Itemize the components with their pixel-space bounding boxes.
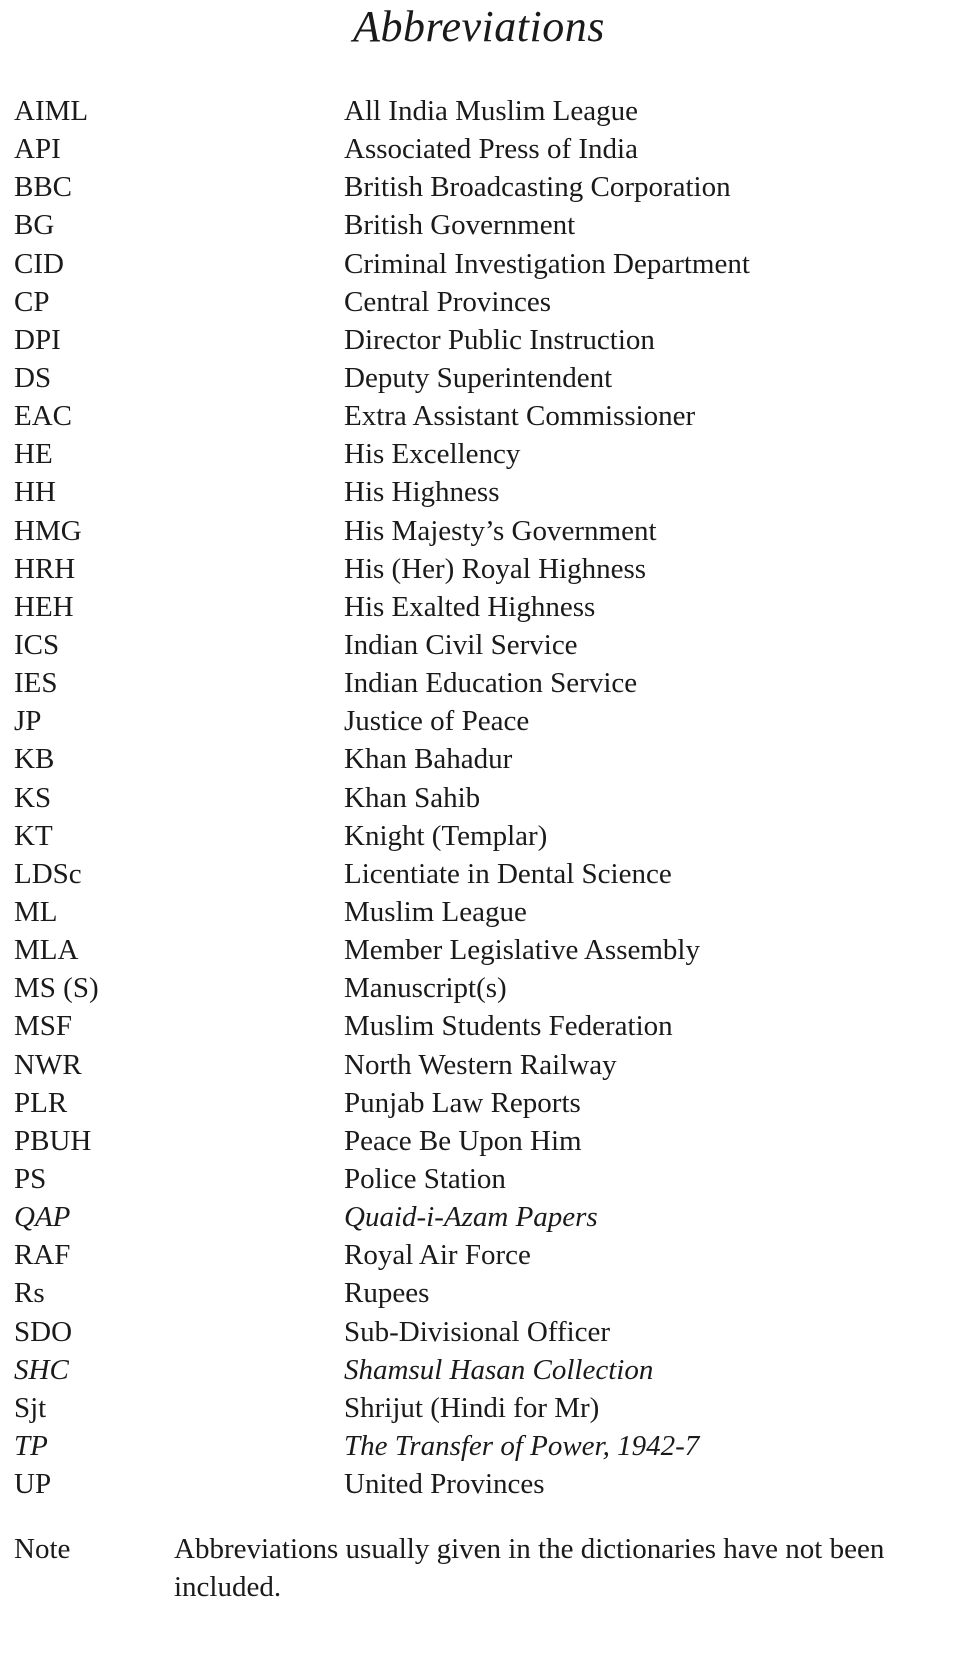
abbreviation-term: NWR	[14, 1048, 82, 1081]
abbreviation-row	[14, 588, 954, 626]
abbreviation-term: BBC	[14, 171, 73, 204]
abbreviation-definition: His Exalted Highness	[344, 590, 596, 623]
abbreviation-term: API	[14, 133, 61, 166]
abbreviation-term: MLA	[14, 934, 79, 967]
abbreviation-definition: Muslim League	[344, 896, 527, 929]
abbreviation-definition: Director Public Instruction	[344, 323, 655, 356]
abbreviation-term: EAC	[14, 400, 72, 433]
abbreviation-row	[14, 1427, 954, 1465]
abbreviation-row	[14, 893, 954, 931]
abbreviation-definition: British Government	[344, 209, 576, 242]
abbreviation-definition: Deputy Superintendent	[344, 362, 613, 395]
abbreviation-term: DPI	[14, 323, 61, 356]
abbreviation-row	[14, 130, 954, 168]
abbreviation-row	[14, 1046, 954, 1084]
abbreviation-row	[14, 1274, 954, 1312]
abbreviation-row	[14, 473, 954, 511]
abbreviation-definition: Khan Sahib	[344, 781, 481, 814]
abbreviation-row	[14, 779, 954, 817]
abbreviation-definition: His Excellency	[344, 438, 521, 471]
abbreviation-row	[14, 1198, 954, 1236]
abbreviation-row	[14, 1389, 954, 1427]
abbreviation-term: KB	[14, 743, 55, 776]
abbreviation-term: DS	[14, 362, 52, 395]
abbreviation-row	[14, 1160, 954, 1198]
note-text: Abbreviations usually given in the dictionaries have not been included.	[174, 1533, 885, 1603]
abbreviation-row	[14, 321, 954, 359]
abbreviation-term: PBUH	[14, 1124, 92, 1157]
abbreviation-definition: Member Legislative Assembly	[344, 934, 700, 967]
abbreviation-row	[14, 664, 954, 702]
abbreviation-term: HEH	[14, 590, 74, 623]
abbreviation-term: CP	[14, 285, 50, 318]
page-title: Abbreviations	[353, 2, 605, 51]
note	[14, 1530, 954, 1606]
abbreviation-term: PS	[14, 1163, 47, 1195]
abbreviation-definition: Licentiate in Dental Science	[344, 857, 672, 890]
abbreviation-term: KS	[14, 781, 52, 814]
abbreviation-row	[14, 1007, 954, 1045]
abbreviation-definition: Shrijut (Hindi for Mr)	[344, 1391, 600, 1424]
abbreviation-term: LDSc	[14, 857, 82, 890]
abbreviation-term: SHC	[14, 1353, 69, 1386]
abbreviation-row	[14, 931, 954, 969]
abbreviation-row	[14, 626, 954, 664]
abbreviation-row	[14, 1084, 954, 1122]
abbreviation-term: MSF	[14, 1010, 73, 1043]
abbreviation-definition: Shamsul Hasan Collection	[344, 1353, 654, 1386]
abbreviation-definition: British Broadcasting Corporation	[344, 171, 731, 204]
abbreviation-definition: Punjab Law Reports	[344, 1086, 581, 1119]
abbreviation-row	[14, 283, 954, 321]
abbreviation-row	[14, 702, 954, 740]
abbreviation-definition: Extra Assistant Commissioner	[344, 400, 696, 433]
abbreviation-row	[14, 550, 954, 588]
abbreviation-term: TP	[14, 1429, 48, 1462]
abbreviation-term: BG	[14, 209, 55, 242]
abbreviation-term: ML	[14, 896, 58, 929]
abbreviation-term: ICS	[14, 629, 60, 662]
abbreviation-definition: Police Station	[344, 1163, 506, 1195]
abbreviation-definition: North Western Railway	[344, 1048, 617, 1081]
abbreviation-definition: Indian Civil Service	[344, 629, 578, 662]
abbreviation-row	[14, 1122, 954, 1160]
abbreviation-definition: Associated Press of India	[344, 133, 638, 166]
abbreviation-row	[14, 740, 954, 778]
abbreviation-row	[14, 855, 954, 893]
abbreviation-term: KT	[14, 819, 53, 852]
abbreviation-row	[14, 435, 954, 473]
abbreviation-definition: His Highness	[344, 476, 500, 509]
abbreviation-term: PLR	[14, 1086, 68, 1119]
abbreviation-definition: Knight (Templar)	[344, 819, 548, 852]
abbreviation-definition: Criminal Investigation Department	[344, 247, 750, 280]
abbreviation-row	[14, 969, 954, 1007]
abbreviation-definition: Peace Be Upon Him	[344, 1124, 582, 1157]
abbreviation-term: HRH	[14, 552, 76, 585]
abbreviation-definition: Rupees	[344, 1277, 430, 1310]
abbreviation-row	[14, 1313, 954, 1351]
abbreviation-row	[14, 245, 954, 283]
abbreviation-row	[14, 512, 954, 550]
abbreviation-term: HE	[14, 438, 53, 471]
abbreviation-term: UP	[14, 1468, 52, 1501]
abbreviation-definition: Indian Education Service	[344, 667, 638, 700]
abbreviation-term: AIML	[14, 95, 89, 128]
abbreviation-term: HMG	[14, 514, 82, 547]
abbreviation-definition: Khan Bahadur	[344, 743, 513, 776]
abbreviation-row	[14, 397, 954, 435]
abbreviation-row	[14, 359, 954, 397]
abbreviation-row	[14, 1236, 954, 1274]
abbreviation-row	[14, 817, 954, 855]
note-label: Note	[14, 1533, 71, 1565]
abbreviation-row	[14, 92, 954, 130]
abbreviation-term: Rs	[14, 1277, 45, 1310]
abbreviation-term: QAP	[14, 1201, 71, 1234]
abbreviation-definition: All India Muslim League	[344, 95, 638, 128]
abbreviation-definition: Manuscript(s)	[344, 972, 507, 1005]
abbreviation-definition: Central Provinces	[344, 285, 551, 318]
abbreviation-term: MS (S)	[14, 972, 99, 1005]
abbreviation-definition: The Transfer of Power, 1942-7	[344, 1429, 700, 1462]
abbreviation-term: HH	[14, 476, 56, 509]
abbreviation-definition: Royal Air Force	[344, 1239, 531, 1272]
abbreviation-definition: His (Her) Royal Highness	[344, 552, 647, 585]
abbreviation-row	[14, 168, 954, 206]
abbreviation-definition: United Provinces	[344, 1468, 545, 1501]
abbreviation-term: JP	[14, 705, 42, 738]
abbreviation-definition: Sub-Divisional Officer	[344, 1315, 611, 1348]
abbreviation-definition: Justice of Peace	[344, 705, 530, 738]
abbreviation-term: Sjt	[14, 1391, 47, 1424]
abbreviation-term: SDO	[14, 1315, 73, 1348]
abbreviation-definition: Muslim Students Federation	[344, 1010, 673, 1043]
abbreviation-row	[14, 1351, 954, 1389]
abbreviation-definition: His Majesty’s Government	[344, 514, 657, 547]
abbreviation-row	[14, 206, 954, 244]
abbreviation-definition: Quaid-i-Azam Papers	[344, 1201, 598, 1234]
abbreviation-term: IES	[14, 667, 58, 700]
abbreviation-row	[14, 1465, 954, 1503]
abbreviation-term: RAF	[14, 1239, 71, 1272]
abbreviation-term: CID	[14, 247, 64, 280]
abbreviation-list	[14, 92, 954, 1503]
